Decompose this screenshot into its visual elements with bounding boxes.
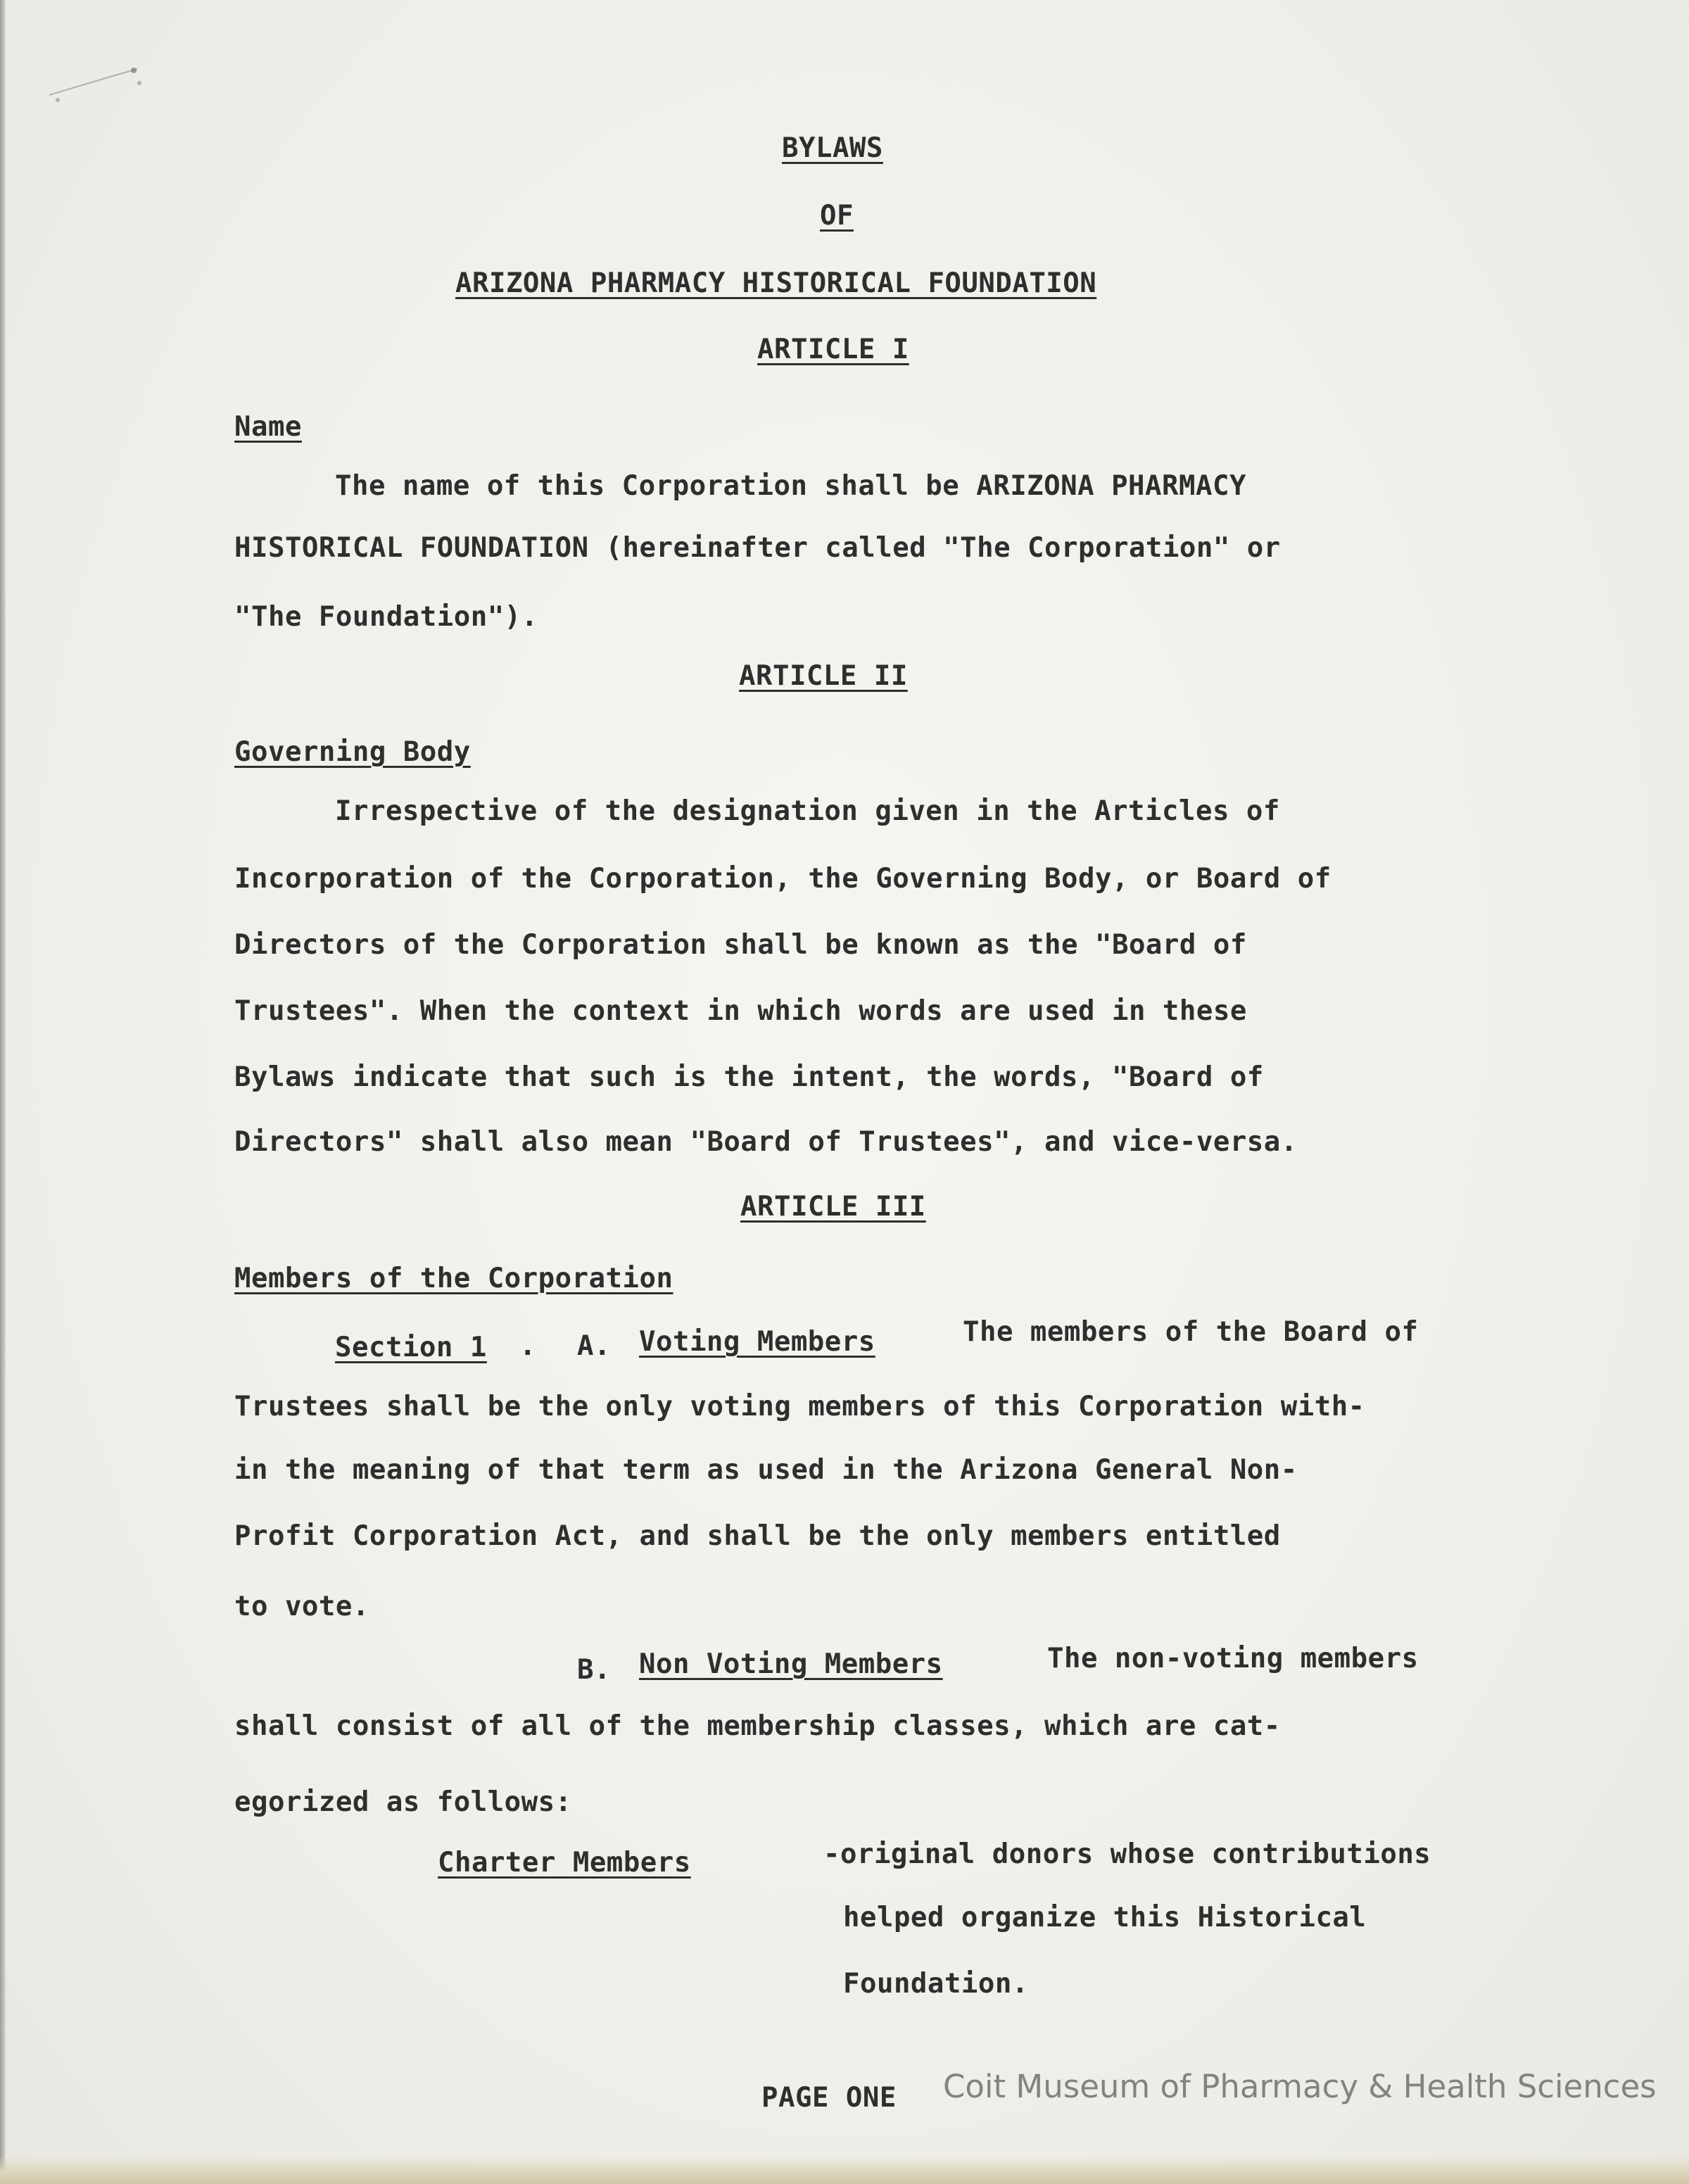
voting-members-marker: A.	[577, 1330, 611, 1362]
article-3-heading: ARTICLE III	[740, 1191, 926, 1223]
article-2-heading: ARTICLE II	[739, 660, 908, 692]
section-1-label: Section 1	[335, 1332, 487, 1363]
article-1-line: The name of this Corporation shall be ARIZONA PHARMACY	[335, 470, 1246, 502]
article-1-line: "The Foundation").	[234, 601, 538, 633]
non-voting-members-first-line: The non-voting members	[1047, 1643, 1419, 1674]
charter-members-title: Charter Members	[438, 1847, 691, 1879]
voting-members-line: in the meaning of that term as used in the Arizona General Non-	[234, 1454, 1298, 1486]
voting-members-title: Voting Members	[639, 1326, 875, 1358]
article-1-section-title: Name	[234, 411, 302, 443]
charter-members-description-line: helped organize this Historical	[843, 1902, 1367, 1933]
article-2-line: Directors of the Corporation shall be known as the "Board of	[234, 929, 1247, 961]
article-2-line: Incorporation of the Corporation, the Governing Body, or Board of	[234, 863, 1331, 895]
charter-members-description-line: Foundation.	[843, 1968, 1029, 2000]
page-bottom-edge	[0, 2156, 1689, 2184]
article-2-line: Irrespective of the designation given in the Articles of	[335, 795, 1280, 827]
voting-members-line: Trustees shall be the only voting members of this Corporation with-	[234, 1391, 1365, 1422]
title-bylaws: BYLAWS	[782, 132, 883, 164]
article-1-heading: ARTICLE I	[757, 334, 909, 365]
non-voting-members-marker: B.	[577, 1654, 611, 1686]
section-1-period: .	[519, 1330, 536, 1362]
page-number: PAGE ONE	[761, 2082, 897, 2114]
article-1-line: HISTORICAL FOUNDATION (hereinafter called "The Corporation" or	[234, 532, 1281, 564]
voting-members-line: to vote.	[234, 1591, 369, 1622]
title-foundation-name: ARIZONA PHARMACY HISTORICAL FOUNDATION	[455, 267, 1097, 299]
voting-members-first-line: The members of the Board of	[963, 1316, 1419, 1348]
article-2-section-title: Governing Body	[234, 736, 471, 768]
smudge-mark	[42, 56, 148, 106]
voting-members-line: Profit Corporation Act, and shall be the only members entitled	[234, 1520, 1281, 1552]
non-voting-members-line: shall consist of all of the membership classes, which are cat-	[234, 1710, 1281, 1742]
non-voting-members-title: Non Voting Members	[639, 1648, 943, 1680]
museum-watermark: Coit Museum of Pharmacy & Health Sciences	[943, 2068, 1657, 2105]
charter-members-description-line: -original donors whose contributions	[823, 1838, 1431, 1870]
article-2-line: Bylaws indicate that such is the intent, the words, "Board of	[234, 1061, 1264, 1093]
article-2-line: Trustees". When the context in which words are used in these	[234, 995, 1247, 1027]
page-edge-shadow	[0, 0, 6, 2184]
article-3-section-title: Members of the Corporation	[234, 1263, 673, 1294]
title-of: OF	[820, 200, 854, 232]
non-voting-members-line: egorized as follows:	[234, 1786, 572, 1818]
article-2-line: Directors" shall also mean "Board of Trustees", and vice-versa.	[234, 1126, 1298, 1158]
